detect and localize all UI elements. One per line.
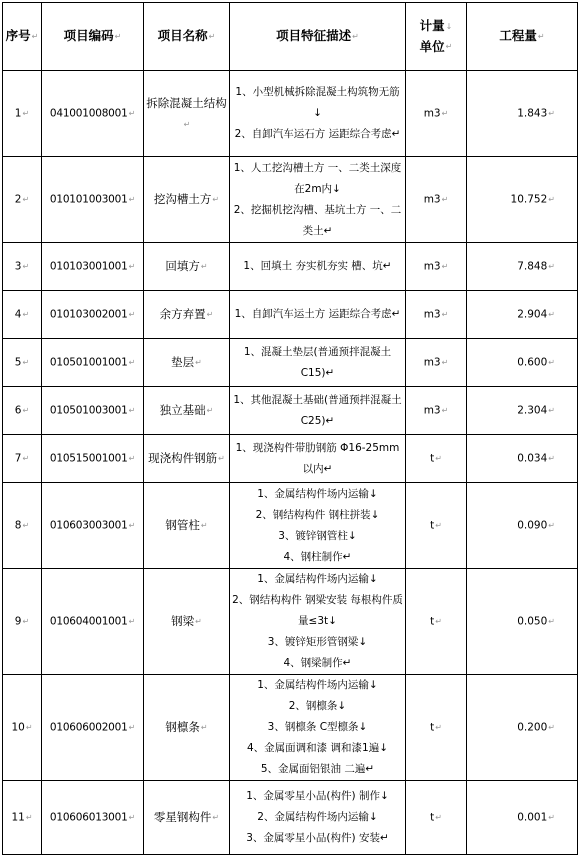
- row-name: 钢管柱↵: [144, 483, 230, 569]
- row-qty: 1.843↵: [467, 71, 578, 157]
- desc-line: 3、金属零星小品(构件) 安装↵: [246, 832, 389, 844]
- row-unit: t↵: [406, 483, 467, 569]
- desc-line: 1、金属结构件场内运输↓: [257, 573, 378, 585]
- desc-line: 2、挖掘机挖沟槽、基坑土方 一、二类土↵: [233, 203, 402, 237]
- desc-line: 1、人工挖沟槽土方 一、二类土深度在2m内↓: [233, 161, 402, 195]
- row-qty: 10.752↵: [467, 157, 578, 243]
- row-code: 010515001001↵: [42, 435, 144, 483]
- table-row: [3, 339, 578, 387]
- row-qty: 0.090↵: [467, 483, 578, 569]
- row-name: 零星钢构件↵: [144, 781, 230, 855]
- row-qty: 0.034↵: [467, 435, 578, 483]
- row-qty: 2.904↵: [467, 291, 578, 339]
- row-name: 余方弃置↵: [144, 291, 230, 339]
- row-no: 7↵: [3, 435, 42, 483]
- row-qty: 0.001↵: [467, 781, 578, 855]
- row-code: 010606013001↵: [42, 781, 144, 855]
- row-no: 6↵: [3, 387, 42, 435]
- row-no: 1↵: [3, 71, 42, 157]
- row-code: 010603003001↵: [42, 483, 144, 569]
- row-unit: t↵: [406, 781, 467, 855]
- desc-line: 2、钢结构构件 钢柱拼装↓: [255, 508, 380, 521]
- desc-line: 1、小型机械拆除混凝土构筑物无筋↓: [235, 86, 400, 119]
- desc-line: 4、钢柱制作↵: [283, 550, 352, 563]
- row-name: 垫层↵: [144, 339, 230, 387]
- row-desc: [230, 435, 406, 483]
- table-row: [3, 569, 578, 675]
- desc-line: 4、金属面调和漆 调和漆1遍↓: [247, 742, 388, 754]
- row-name: 钢梁↵: [144, 569, 230, 675]
- row-unit: m3↵: [406, 157, 467, 243]
- row-unit: m3↵: [406, 339, 467, 387]
- row-desc: [230, 781, 406, 855]
- desc-line: 1、混凝土垫层(普通预拌混凝土 C15)↵: [243, 345, 392, 379]
- row-code: 041001008001↵: [42, 71, 144, 157]
- header-name: 项目名称↵: [144, 3, 230, 71]
- row-qty: 2.304↵: [467, 387, 578, 435]
- row-qty: 0.200↵: [467, 675, 578, 781]
- row-name: 挖沟槽土方↵: [144, 157, 230, 243]
- row-no: 2↵: [3, 157, 42, 243]
- desc-line: 2、钢檩条↓: [288, 700, 347, 712]
- desc-line: 2、自卸汽车运石方 运距综合考虑↵: [234, 128, 401, 140]
- desc-line: 1、金属结构件场内运输↓: [257, 679, 378, 691]
- table-row: [3, 157, 578, 243]
- row-unit: m3↵: [406, 387, 467, 435]
- row-desc: [230, 339, 406, 387]
- header-no: 序号↵: [3, 3, 42, 71]
- table-header-row: [3, 3, 578, 71]
- row-no: 5↵: [3, 339, 42, 387]
- desc-line: 3、钢檩条 C型檩条↓: [267, 721, 368, 733]
- header-qty: 工程量↵: [467, 3, 578, 71]
- row-no: 10↵: [3, 675, 42, 781]
- row-desc: [230, 71, 406, 157]
- row-unit: m3↵: [406, 243, 467, 291]
- row-no: 3↵: [3, 243, 42, 291]
- row-no: 11↵: [3, 781, 42, 855]
- desc-line: 2、金属结构件场内运输↓: [257, 811, 378, 823]
- row-name: 现浇构件钢筋↵: [144, 435, 230, 483]
- row-qty: 0.600↵: [467, 339, 578, 387]
- table-row: [3, 435, 578, 483]
- header-code: 项目编码↵: [42, 3, 144, 71]
- table-row: [3, 243, 578, 291]
- desc-line: 5、金属面铝银油 二遍↵: [260, 763, 375, 775]
- row-code: 010103001001↵: [42, 243, 144, 291]
- row-qty: 7.848↵: [467, 243, 578, 291]
- row-unit: m3↵: [406, 71, 467, 157]
- desc-line: 1、其他混凝土基础(普通预拌混凝土 C25)↵: [233, 393, 402, 427]
- row-name: 钢檩条↵: [144, 675, 230, 781]
- row-desc: [230, 675, 406, 781]
- row-no: 8↵: [3, 483, 42, 569]
- row-unit: t↵: [406, 435, 467, 483]
- desc-line: 3、镀锌矩形管钢梁↓: [267, 636, 368, 648]
- row-desc: [230, 569, 406, 675]
- header-desc: 项目特征描述↵: [230, 3, 406, 71]
- row-desc: [230, 387, 406, 435]
- row-code: 010604001001↵: [42, 569, 144, 675]
- row-desc: [230, 483, 406, 569]
- table-row: [3, 291, 578, 339]
- row-name: 回填方↵: [144, 243, 230, 291]
- row-unit: t↵: [406, 569, 467, 675]
- row-name: 拆除混凝土结构↵: [144, 71, 230, 157]
- table-row: [3, 675, 578, 781]
- desc-line: 1、金属结构件场内运输↓: [257, 487, 378, 500]
- desc-line: 2、钢结构构件 钢梁安装 每根构件质量≤3t↓: [232, 594, 403, 627]
- desc-line: 1、回填土 夯实机夯实 槽、坑↵: [243, 260, 392, 272]
- desc-line: 1、现浇构件带肋钢筋 Φ16-25mm以内↵: [235, 441, 400, 475]
- row-unit: t↵: [406, 675, 467, 781]
- row-code: 010501003001↵: [42, 387, 144, 435]
- desc-line: 3、镀锌钢管柱↓: [278, 529, 357, 542]
- row-name: 独立基础↵: [144, 387, 230, 435]
- table-row: [3, 387, 578, 435]
- table-row: [3, 483, 578, 569]
- row-no: 9↵: [3, 569, 42, 675]
- row-qty: 0.050↵: [467, 569, 578, 675]
- row-desc: [230, 291, 406, 339]
- desc-line: 4、钢梁制作↵: [283, 657, 352, 669]
- row-code: 010103002001↵: [42, 291, 144, 339]
- row-code: 010606002001↵: [42, 675, 144, 781]
- row-desc: [230, 243, 406, 291]
- row-unit: m3↵: [406, 291, 467, 339]
- table-row: [3, 71, 578, 157]
- row-desc: [230, 157, 406, 243]
- desc-line: 1、金属零星小品(构件) 制作↓: [246, 790, 389, 802]
- row-code: 010101003001↵: [42, 157, 144, 243]
- row-code: 010501001001↵: [42, 339, 144, 387]
- header-unit: 计量↓ 单位↵: [406, 3, 467, 71]
- desc-line: 1、自卸汽车运土方 运距综合考虑↵: [234, 308, 401, 320]
- row-no: 4↵: [3, 291, 42, 339]
- table-row: [3, 781, 578, 855]
- bill-of-quantities-table: [2, 2, 578, 855]
